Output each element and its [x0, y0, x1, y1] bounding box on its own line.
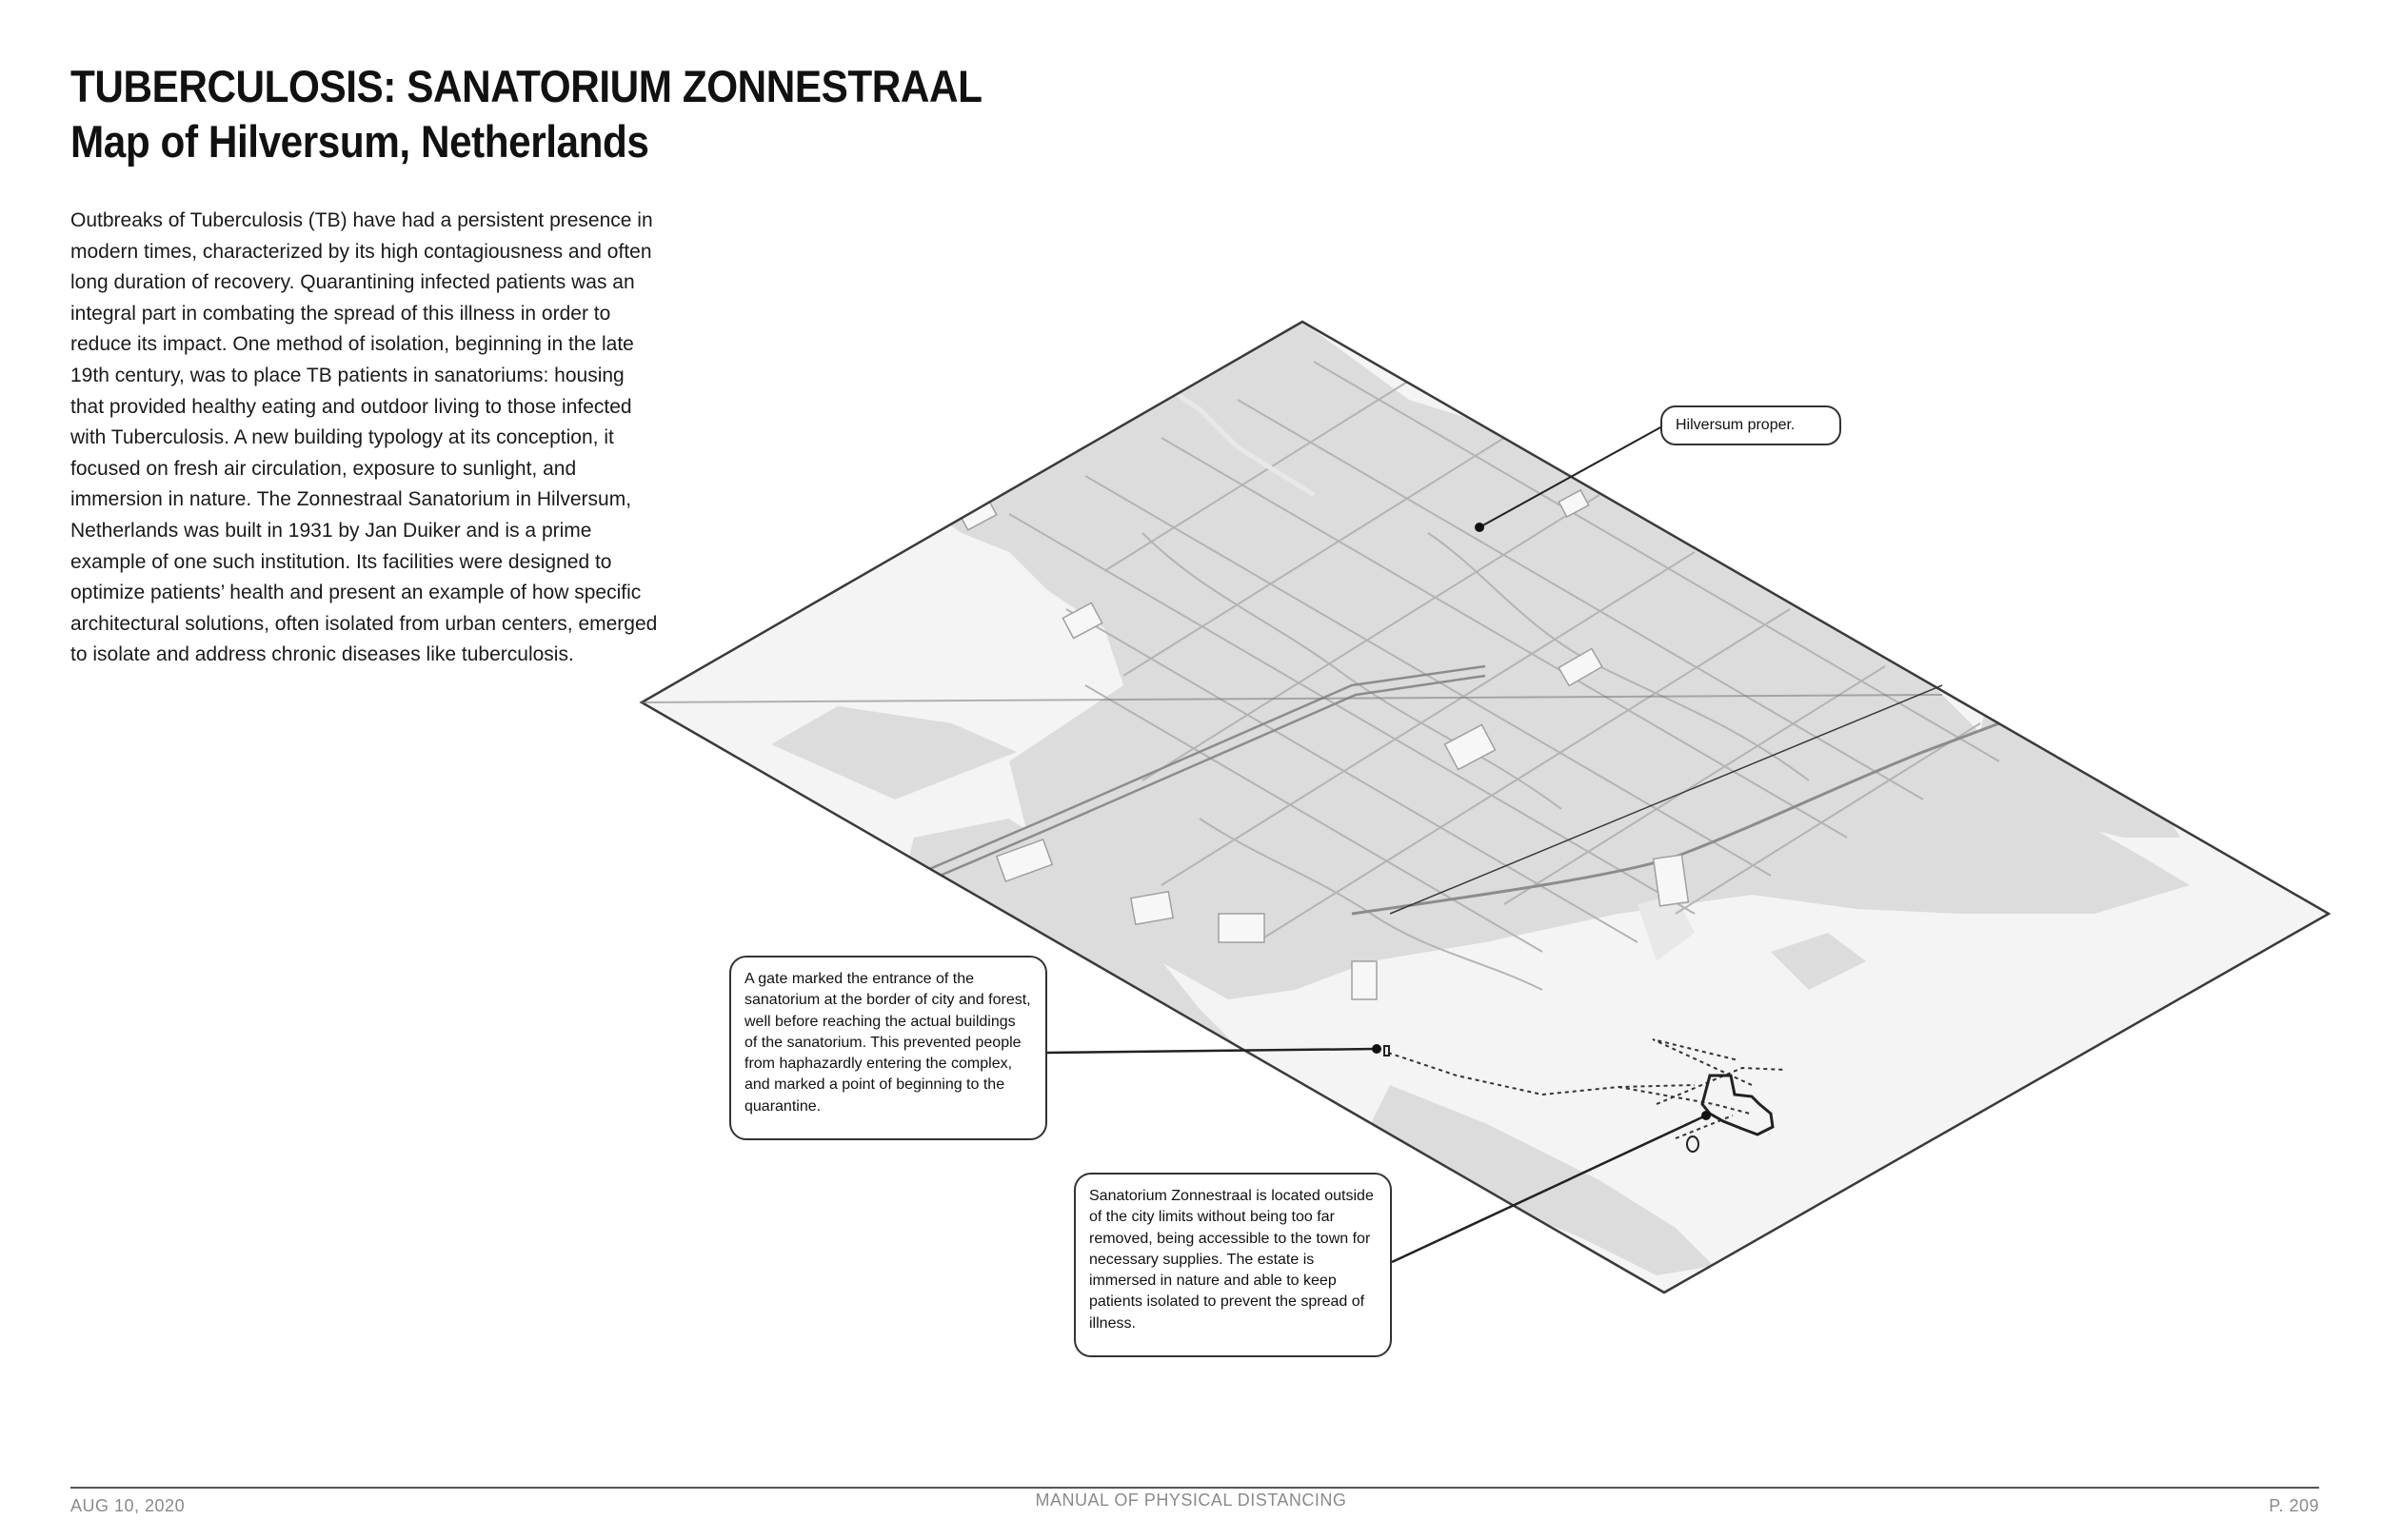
intro-paragraph: Outbreaks of Tuberculosis (TB) have had a persistent presence in modern times, characterized by its high contagiousness and often long duration of recovery. Quarantining infected patients was an integral part in combating the spread of this illness in order to reduce its impact. One method of isolation, beginning in the late 19th century, was to place TB patients in sanatoriums: housing that provided healthy eating and outdoor living to those infected with Tuberculosis. A new building typology at its conception, it focused on fresh air circulation, exposure to sunlight, and immersion in nature. The Zonnestraal Sanatorium in Hilversum, Netherlands was built in 1931 by Jan Duiker and is a prime example of one such institution. Its facilities were designed to optimize patients’ health and present an example of how specific architectural solutions, often isolated from urban centers, emerged to isolate and address chronic diseases like tuberculosis. — [70, 209, 658, 666]
callout-gate: A gate marked the entrance of the sanatorium at the border of city and forest, well before reaching the actual buildings of the sanatorium. This prevented people from haphazardly entering the complex, and marked a point of beginning to the quarantine. — [729, 956, 1047, 1140]
footer-divider — [70, 1487, 2319, 1489]
footer-date: AUG 10, 2020 — [70, 1496, 186, 1515]
title-line-1: TUBERCULOSIS: SANATORIUM ZONNESTRAAL — [70, 61, 983, 111]
sanatorium-dot — [1701, 1111, 1711, 1120]
gate-dot — [1372, 1044, 1381, 1054]
callout-hilversum: Hilversum proper. — [1660, 405, 1841, 445]
page-number: P. 209 — [2269, 1496, 2319, 1515]
hilversum-dot — [1475, 523, 1484, 532]
footer-publication: MANUAL OF PHYSICAL DISTANCING — [1035, 1491, 1347, 1510]
callout-sanatorium: Sanatorium Zonnestraal is located outside of the city limits without being too far removed, being accessible to the town for necessary supplies. The estate is immersed in nature and able to keep patients isolated to prevent the spread of illness. — [1074, 1173, 1392, 1357]
title-line-2: Map of Hilversum, Netherlands — [70, 116, 649, 167]
